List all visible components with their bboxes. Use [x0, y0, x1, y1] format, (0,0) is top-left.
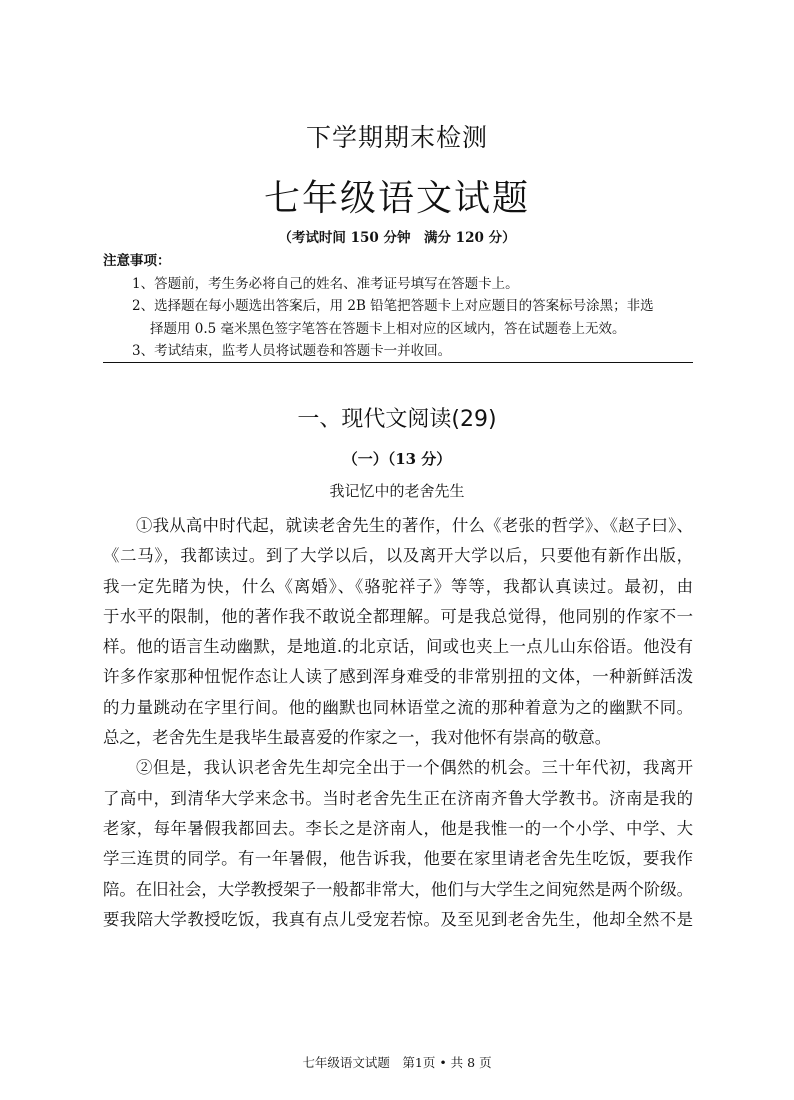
article-line: 总之，老舍先生是我毕生最喜爱的作家之一，我对他怀有崇高的敬意。 — [103, 728, 612, 748]
section-heading: 一、现代文阅读(29) — [297, 407, 497, 432]
notice-item-2-line-1: 2、选择题在每小题选出答案后，用 2B 铅笔把答题卡上对应题目的答案标号涂黑；非选 — [132, 298, 654, 314]
exam-title: 七年级语文试题 — [263, 178, 530, 219]
article-line: 要我陪大学教授吃饭，我真有点儿受宠若惊。及至见到老舍先生，他却全然不是 — [103, 909, 693, 929]
article-line: 的力量跳动在字里行间。他的幽默也同林语堂之流的那种着意为之的幽默不同。 — [103, 697, 693, 717]
exam-subtitle: 下学期期末检测 — [305, 123, 488, 152]
horizontal-divider — [103, 362, 693, 363]
article-line: 学三连贯的同学。有一年暑假，他告诉我，他要在家里请老舍先生吃饭，要我作 — [103, 849, 693, 869]
article-title: 我记忆中的老舍先生 — [329, 482, 465, 500]
page-footer: 七年级语文试题 第1页 • 共 8 页 — [302, 1055, 492, 1070]
article-line: 样。他的语言生动幽默，是地道.的北京话，间或也夹上一点儿山东俗语。他没有 — [103, 637, 693, 657]
part-heading: （一）（13 分） — [342, 450, 452, 468]
article-line: ①我从高中时代起，就读老舍先生的著作，什么《老张的哲学》、《赵子曰》、 — [136, 516, 693, 535]
article-line: 了高中，到清华大学来念书。当时老舍先生正在济南齐鲁大学教书。济南是我的 — [103, 788, 693, 808]
article-line: 我一定先睹为快，什么《离婚》、《骆驼祥子》等等，我都认真读过。最初，由 — [103, 576, 693, 596]
article-line: 许多作家那种忸怩作态让人读了感到浑身难受的非常别扭的文体，一种新鲜活泼 — [103, 667, 693, 687]
notice-item-2-line-2: 择题用 0.5 毫米黑色签字笔答在答题卡上相对应的区域内，答在试题卷上无效。 — [150, 320, 626, 337]
notice-section — [103, 250, 693, 363]
article-line: 陪。在旧社会，大学教授架子一般都非常大，他们与大学生之间宛然是两个阶级。 — [103, 879, 694, 899]
notice-item-1: 1、答题前，考生务必将自己的姓名、准考证号填写在答题卡上。 — [132, 275, 519, 292]
article-body — [103, 511, 693, 935]
notice-heading: 注意事项： — [103, 253, 171, 269]
article-line: 《二马》，我都读过。到了大学以后，以及离开大学以后，只要他有新作出版， — [103, 546, 693, 566]
notice-item-3: 3、考试结束，监考人员将试题卷和答题卡一并收回。 — [132, 343, 452, 359]
exam-time-score-info: （考试时间 150 分钟 满分 120 分） — [278, 230, 516, 246]
article-line: 于水平的限制，他的著作我不敢说全都理解。可是我总觉得，他同别的作家不一 — [103, 606, 693, 626]
article-line: ②但是，我认识老舍先生却完全出于一个偶然的机会。三十年代初，我离开 — [136, 758, 693, 778]
article-line: 老家，每年暑假我都回去。李长之是济南人，他是我惟一的一个小学、中学、大 — [103, 818, 693, 838]
